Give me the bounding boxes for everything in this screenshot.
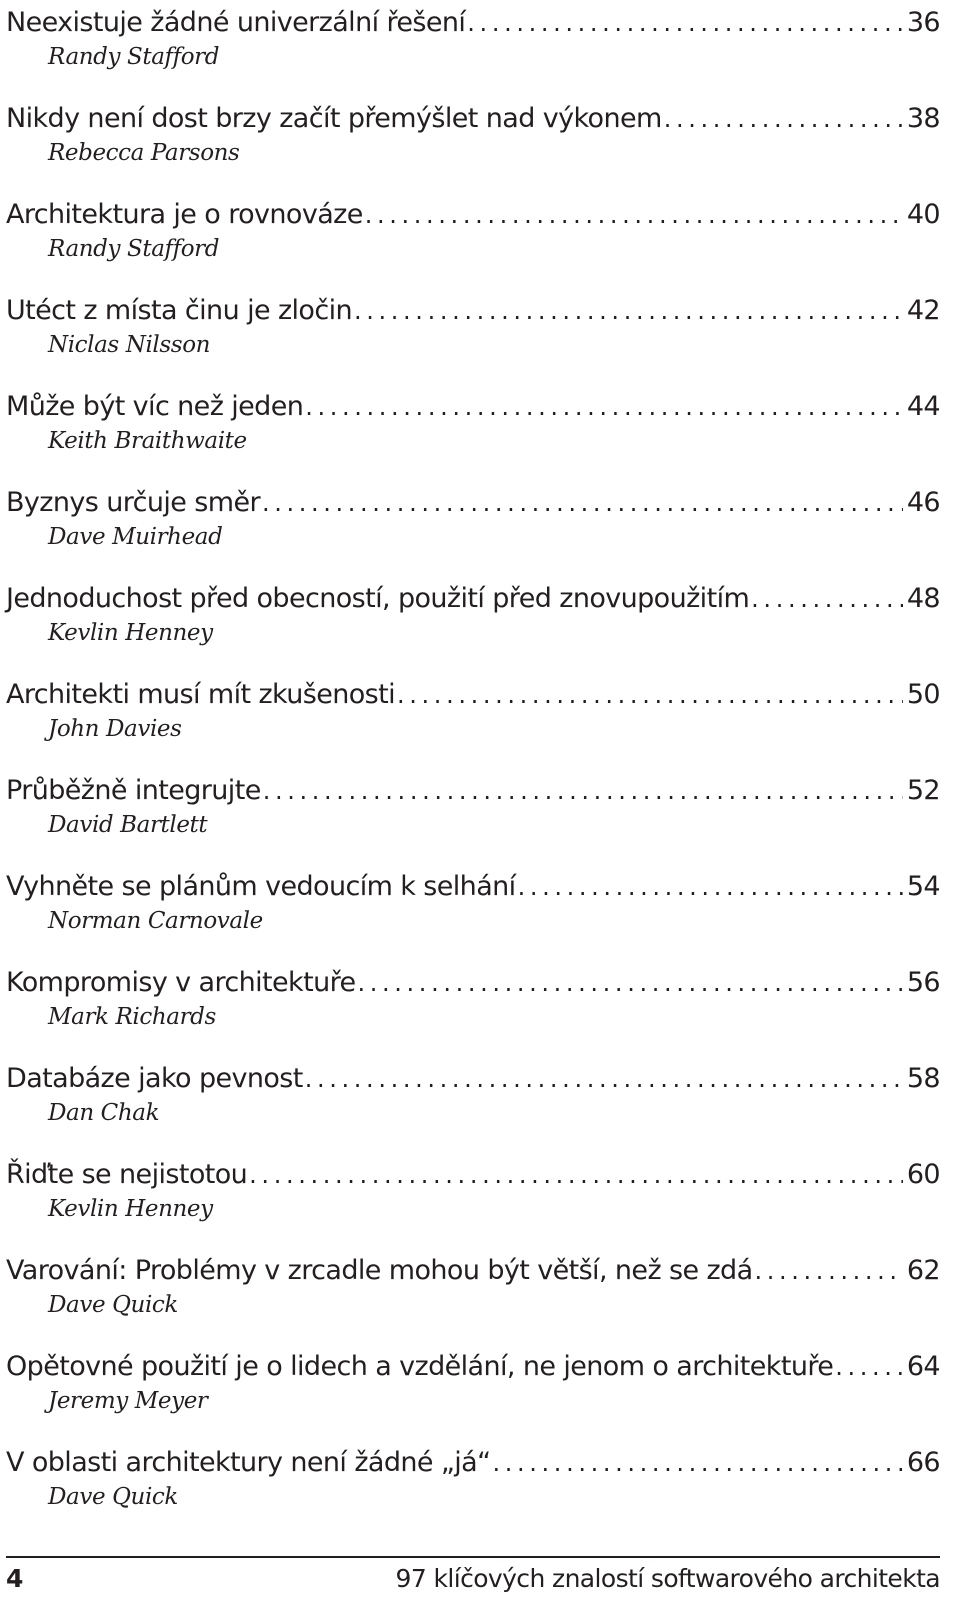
footer-divider [6,1556,940,1558]
toc-entry-page[interactable]: 36 [906,7,940,38]
toc-entry-author: Kevlin Henney [48,1196,213,1222]
dot-leader [358,960,903,1006]
toc-entry-page[interactable]: 58 [906,1063,940,1094]
toc-entry[interactable] [6,288,940,384]
toc-entry[interactable] [6,864,940,960]
toc-entry-author: Keith Braithwaite [48,428,247,454]
toc-entry-page[interactable]: 42 [906,295,940,326]
toc-entry-author: Rebecca Parsons [48,140,240,166]
toc-entry-title[interactable]: V oblasti architektury není žádné „já“ [6,1447,491,1478]
toc-entry-page[interactable]: 50 [906,679,940,710]
toc-entry[interactable] [6,576,940,672]
toc-entry-author: Randy Stafford [48,44,220,70]
toc-entry-author: John Davies [48,716,182,742]
dot-leader [263,768,903,814]
toc-entry-page[interactable]: 56 [906,967,940,998]
dot-leader [835,1344,903,1390]
dot-leader [755,1248,903,1294]
footer-book-title: 97 klíčových znalostí softwarového architekta [395,1564,940,1593]
toc-entry-title[interactable]: Vyhněte se plánům vedoucím k selhání [6,871,516,902]
table-of-contents [6,0,940,1536]
toc-entry-title[interactable]: Neexistuje žádné univerzální řešení [6,7,466,38]
dot-leader [467,0,903,46]
toc-entry-page[interactable]: 64 [906,1351,940,1382]
toc-entry-title[interactable]: Může být víc než jeden [6,391,304,422]
toc-entry-page[interactable]: 48 [906,583,940,614]
dot-leader [249,1152,903,1198]
toc-entry[interactable] [6,768,940,864]
toc-entry-author: Dave Quick [48,1484,178,1510]
toc-entry[interactable] [6,480,940,576]
dot-leader [518,864,903,910]
toc-entry-title[interactable]: Kompromisy v architektuře [6,967,356,998]
dot-leader [305,1056,903,1102]
toc-entry-page[interactable]: 46 [906,487,940,518]
toc-entry-author: Dave Quick [48,1292,178,1318]
toc-entry[interactable] [6,0,940,96]
dot-leader [305,384,903,430]
toc-entry[interactable] [6,1344,940,1440]
toc-entry-page[interactable]: 40 [906,199,940,230]
toc-entry-title[interactable]: Opětovné použití je o lidech a vzdělání, ne jenom o architektuře [6,1351,834,1382]
toc-entry-title[interactable]: Architektura je o rovnováze [6,199,363,230]
toc-entry[interactable] [6,1152,940,1248]
toc-entry-page[interactable]: 38 [906,103,940,134]
dot-leader [397,672,903,718]
toc-entry-author: Kevlin Henney [48,620,213,646]
toc-entry-title[interactable]: Utéct z místa činu je zločin [6,295,353,326]
dot-leader [354,288,903,334]
toc-entry-page[interactable]: 62 [906,1255,940,1286]
toc-entry-page[interactable]: 66 [906,1447,940,1478]
toc-entry-title[interactable]: Byznys určuje směr [6,487,260,518]
toc-entry-title[interactable]: Architekti musí mít zkušenosti [6,679,396,710]
dot-leader [664,96,903,142]
toc-entry-author: Niclas Nilsson [48,332,211,358]
toc-entry-title[interactable]: Databáze jako pevnost [6,1063,303,1094]
toc-entry-title[interactable]: Varování: Problémy v zrcadle mohou být větší, než se zdá [6,1255,753,1286]
toc-entry[interactable] [6,192,940,288]
toc-entry-title[interactable]: Jednoduchost před obecností, použití před znovupoužitím [6,583,750,614]
toc-entry-page[interactable]: 54 [906,871,940,902]
toc-entry[interactable] [6,1440,940,1536]
dot-leader [365,192,903,238]
toc-entry[interactable] [6,960,940,1056]
toc-entry[interactable] [6,384,940,480]
toc-entry[interactable] [6,1248,940,1344]
toc-entry[interactable] [6,1056,940,1152]
page-footer [6,1560,940,1598]
toc-entry-title[interactable]: Nikdy není dost brzy začít přemýšlet nad výkonem [6,103,662,134]
toc-entry-author: Norman Carnovale [48,908,263,934]
toc-entry-page[interactable]: 60 [906,1159,940,1190]
toc-entry-page[interactable]: 44 [906,391,940,422]
toc-entry-author: Dan Chak [48,1100,160,1126]
toc-entry-title[interactable]: Řiďte se nejistotou [6,1159,248,1190]
dot-leader [751,576,903,622]
toc-entry[interactable] [6,96,940,192]
toc-entry-author: Jeremy Meyer [48,1388,208,1414]
toc-entry-author: Dave Muirhead [48,524,223,550]
dot-leader [262,480,903,526]
footer-page-number: 4 [6,1564,23,1593]
toc-entry-author: David Bartlett [48,812,208,838]
toc-entry-page[interactable]: 52 [906,775,940,806]
toc-entry[interactable] [6,672,940,768]
toc-entry-title[interactable]: Průběžně integrujte [6,775,261,806]
toc-entry-author: Mark Richards [48,1004,216,1030]
dot-leader [493,1440,903,1486]
toc-entry-author: Randy Stafford [48,236,220,262]
